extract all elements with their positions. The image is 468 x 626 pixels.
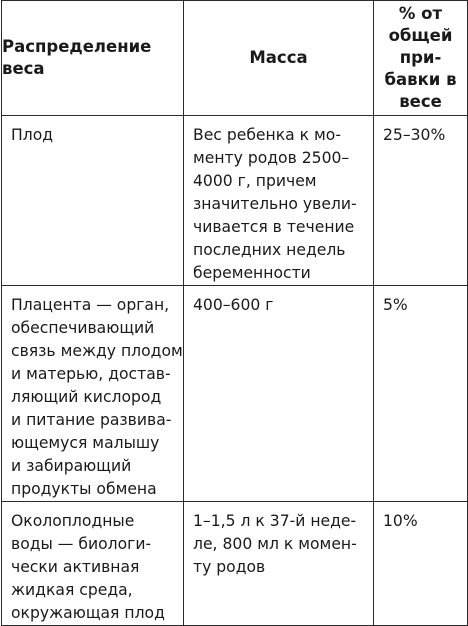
cell-line: Вес ребенка к мо- bbox=[193, 126, 341, 144]
cell-mass bbox=[184, 286, 374, 502]
cell-line: чески активная bbox=[11, 558, 140, 576]
cell-line: продукты обмена bbox=[11, 480, 157, 498]
header-percent-line: при- bbox=[399, 48, 442, 67]
header-distribution-line: Распределение bbox=[2, 37, 152, 56]
cell-line: ляющий кислород bbox=[11, 388, 162, 406]
cell-line: и матерью, достав- bbox=[11, 365, 171, 383]
cell-line: 25–30% bbox=[383, 126, 446, 144]
cell-line: чивается в течение bbox=[193, 218, 355, 236]
table-row bbox=[2, 286, 468, 502]
cell-line: ющемуся малышу bbox=[11, 434, 160, 452]
header-percent-line: % от bbox=[398, 4, 443, 23]
header-distribution bbox=[2, 1, 184, 116]
header-percent-line: общей bbox=[388, 26, 453, 45]
table-row bbox=[2, 116, 468, 286]
cell-mass bbox=[184, 116, 374, 286]
cell-line: ту родов bbox=[193, 558, 266, 576]
cell-percent bbox=[374, 286, 468, 502]
header-mass bbox=[184, 1, 374, 116]
cell-mass bbox=[184, 502, 374, 626]
cell-line: ле, 800 мл к момен- bbox=[193, 535, 357, 553]
cell-line: воды — биологи- bbox=[11, 535, 152, 553]
header-percent-line: бавки в bbox=[384, 70, 457, 89]
header-percent bbox=[374, 1, 468, 116]
cell-distribution bbox=[2, 286, 184, 502]
cell-line: Плод bbox=[11, 126, 54, 144]
cell-distribution bbox=[2, 116, 184, 286]
cell-line: 1–1,5 л к 37-й неде- bbox=[193, 512, 357, 530]
cell-line: и забирающий bbox=[11, 457, 132, 475]
cell-line: последних недель bbox=[193, 241, 346, 259]
cell-line: обеспечивающий bbox=[11, 319, 155, 337]
cell-line: 4000 г, причем bbox=[193, 172, 317, 190]
cell-line: 400–600 г bbox=[193, 296, 274, 314]
cell-line: связь между плодом bbox=[11, 342, 183, 360]
cell-percent bbox=[374, 116, 468, 286]
cell-line: 10% bbox=[383, 512, 418, 530]
cell-line: и питание развива- bbox=[11, 411, 172, 429]
cell-line: 5% bbox=[383, 296, 408, 314]
cell-distribution bbox=[2, 502, 184, 626]
table-header-row bbox=[2, 1, 468, 116]
table-row bbox=[2, 502, 468, 626]
cell-line: менту родов 2500– bbox=[193, 149, 350, 167]
cell-line: окружающая плод bbox=[11, 604, 165, 622]
header-percent-line: весе bbox=[399, 92, 442, 111]
header-distribution-line: веса bbox=[2, 59, 45, 78]
cell-line: жидкая среда, bbox=[11, 581, 133, 599]
cell-percent bbox=[374, 502, 468, 626]
weight-distribution-table bbox=[1, 0, 468, 626]
cell-line: Плацента — орган, bbox=[11, 296, 170, 314]
cell-line: беременности bbox=[193, 264, 311, 282]
cell-line: Околоплодные bbox=[11, 512, 135, 530]
header-mass-line: Масса bbox=[249, 48, 308, 67]
cell-line: значительно увели- bbox=[193, 195, 357, 213]
